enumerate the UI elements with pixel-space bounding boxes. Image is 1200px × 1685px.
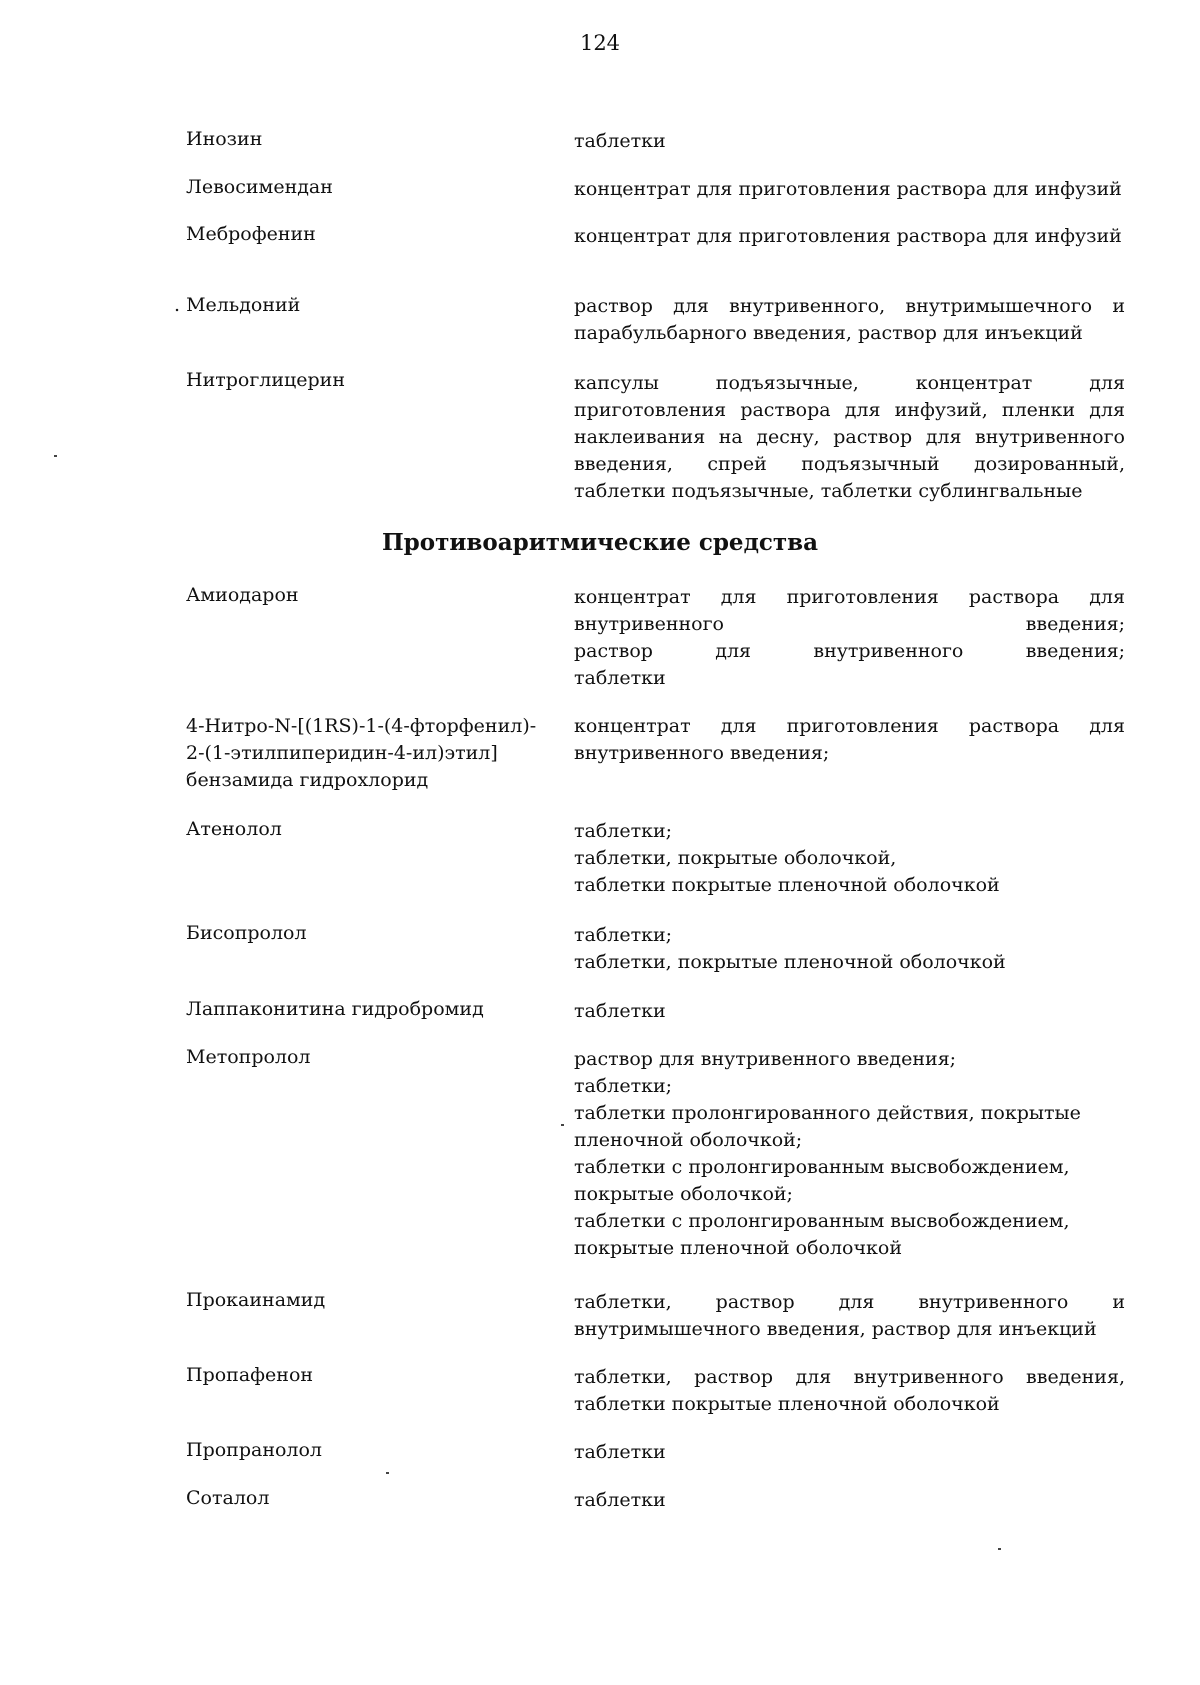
scan-speck bbox=[386, 1472, 389, 1474]
dosage-form: концентрат для приготовления раствора для внутривенного введения; раствор для внутривенного введения; таблетки bbox=[574, 586, 1125, 689]
section-heading: Противоаритмические средства bbox=[381, 529, 819, 556]
dosage-form: таблетки, раствор для внутривенного и внутримышечного введения, раствор для инъекций bbox=[574, 1291, 1125, 1340]
scan-speck bbox=[54, 455, 57, 457]
drug-name: Соталол bbox=[186, 1487, 270, 1509]
dosage-form: таблетки; таблетки, покрытые пленочной оболочкой bbox=[574, 924, 1006, 973]
drug-name: Лаппаконитина гидробромид bbox=[186, 998, 484, 1020]
scan-speck bbox=[998, 1548, 1001, 1550]
dosage-form: концентрат для приготовления раствора для инфузий bbox=[574, 178, 1122, 200]
dosage-form: раствор для внутривенного, внутримышечного и парабульбарного введения, раствор для инъекций bbox=[574, 295, 1125, 344]
scan-speck bbox=[561, 1124, 564, 1126]
drug-name: Бисопролол bbox=[186, 922, 307, 944]
dosage-form: концентрат для приготовления раствора для инфузий bbox=[574, 225, 1122, 247]
drug-name: 4-Нитро-N-[(1RS)-1-(4-фторфенил)- 2-(1-этилпиперидин-4-ил)этил] бензамида гидрохлорид bbox=[186, 715, 537, 791]
drug-name: Прокаинамид bbox=[186, 1289, 326, 1311]
dosage-form: капсулы подъязычные, концентрат для приготовления раствора для инфузий, пленки для наклеивания на десну, раствор для внутривенного введения, спрей подъязычный дозированный, таблетки подъязычные, таблетки сублингвальные bbox=[574, 372, 1125, 502]
drug-name: Инозин bbox=[186, 128, 263, 150]
dosage-form: раствор для внутривенного введения; таблетки; таблетки пролонгированного действия, покрытые пленочной оболочкой; таблетки с пролонгированным высвобождением, покрытые оболочкой; таблетки с пролонгированным высвобождением, покрытые пленочной оболочкой bbox=[574, 1048, 1081, 1259]
drug-name: Меброфенин bbox=[186, 223, 316, 245]
dosage-form: таблетки bbox=[574, 1000, 666, 1022]
page-number: 124 bbox=[579, 31, 621, 55]
drug-name: Пропранолол bbox=[186, 1439, 323, 1461]
dosage-form: таблетки bbox=[574, 1441, 666, 1463]
drug-name: Нитроглицерин bbox=[186, 369, 345, 391]
drug-name: Метопролол bbox=[186, 1046, 311, 1068]
dosage-form: таблетки bbox=[574, 130, 666, 152]
dosage-form: концентрат для приготовления раствора для внутривенного введения; bbox=[574, 715, 1125, 764]
dosage-form: таблетки bbox=[574, 1489, 666, 1511]
drug-name: Пропафенон bbox=[186, 1364, 314, 1386]
drug-name: Левосимендан bbox=[186, 176, 333, 198]
dosage-form: таблетки; таблетки, покрытые оболочкой, таблетки покрытые пленочной оболочкой bbox=[574, 820, 1000, 896]
dosage-form: таблетки, раствор для внутривенного введения, таблетки покрытые пленочной оболочкой bbox=[574, 1366, 1125, 1415]
drug-name: Атенолол bbox=[186, 818, 282, 840]
drug-name: . Мельдоний bbox=[174, 294, 301, 316]
drug-name: Амиодарон bbox=[186, 584, 299, 606]
